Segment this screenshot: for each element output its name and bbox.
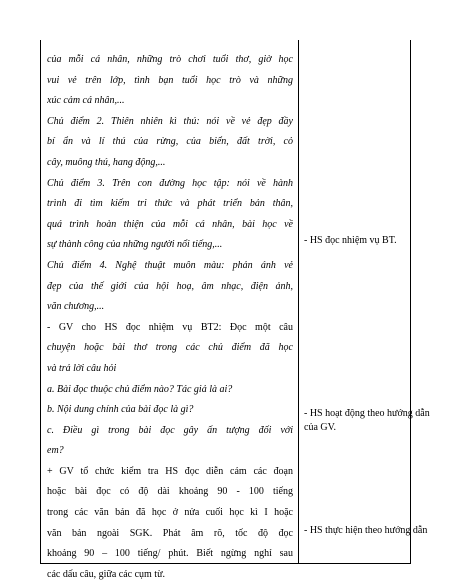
topic-3-line: trình đi tìm kiếm tri thức và phát triển bản thân, xyxy=(47,198,293,210)
student-activity-1: - HS đọc nhiệm vụ BT. xyxy=(304,235,397,246)
topic-3-line: quá trình hoàn thiện của mỗi cá nhân, bài học về xyxy=(47,218,293,230)
intro-line: xúc cảm cá nhân,... xyxy=(47,95,125,107)
topic-2-line: Chủ điểm 2. Thiên nhiên kì thú: nói về vẻ đẹp đầy xyxy=(47,115,293,127)
intro-line: vui vẻ trên lớp, tình bạn tuổi học trò và những xyxy=(47,74,293,86)
question-line: a. Bài đọc thuộc chủ điểm nào? Tác giả là ai? xyxy=(47,383,233,395)
task-line: và trả lời câu hỏi xyxy=(47,362,117,374)
topic-4-line: Chủ điểm 4. Nghệ thuật muôn màu: phản ánh vẻ xyxy=(47,259,293,271)
check-line: khoảng 90 – 100 tiếng/ phút. Biết ngừng nghỉ sau xyxy=(47,548,293,560)
column-divider xyxy=(298,40,299,563)
student-activity-3: - HS thực hiện theo hướng dẫn xyxy=(304,525,428,536)
topic-4-line: văn chương,... xyxy=(47,301,105,313)
task-line: chuyện hoặc bài thơ trong các chủ điểm đã học xyxy=(47,342,293,354)
topic-3-line: Chủ điểm 3. Trên con đường học tập: nói về hành xyxy=(47,177,293,189)
topic-2-line: cây, muông thú, hang động,... xyxy=(47,156,166,168)
topic-2-line: bí ẩn và lí thú của rừng, của biển, đất trời, cỏ xyxy=(47,136,293,148)
check-line: + GV tổ chức kiểm tra HS đọc diễn cảm các đoạn xyxy=(47,465,293,477)
student-activity-2: của GV. xyxy=(304,422,337,433)
question-line: em? xyxy=(47,445,64,457)
check-line: văn bản ngoài SGK. Phát âm rõ, tốc độ đọc xyxy=(47,527,293,539)
lesson-table xyxy=(40,40,430,580)
question-line: b. Nội dung chính của bài đọc là gì? xyxy=(47,404,194,416)
student-activities-column xyxy=(304,40,430,563)
question-line: c. Điều gì trong bài đọc gây ấn tượng đối với xyxy=(47,424,293,436)
check-line: các dấu câu, giữa các cụm từ. xyxy=(47,568,165,580)
teacher-activities-column xyxy=(47,50,293,585)
check-line: trong các văn bản đã học ở nửa cuối học kì I hoặc xyxy=(47,507,293,519)
student-activity-2: - HS hoạt động theo hướng dẫn xyxy=(304,408,430,419)
topic-3-line: sự thành công của những người nổi tiếng,... xyxy=(47,239,223,251)
intro-line: của mỗi cá nhân, những trò chơi tuổi thơ, giờ học xyxy=(47,54,293,65)
task-line: - GV cho HS đọc nhiệm vụ BT2: Đọc một câu xyxy=(47,321,293,333)
topic-4-line: đẹp của thế giới của hội hoạ, âm nhạc, điện ảnh, xyxy=(47,280,293,292)
check-line: hoặc bài đọc có độ dài khoảng 90 - 100 tiếng xyxy=(47,486,293,498)
